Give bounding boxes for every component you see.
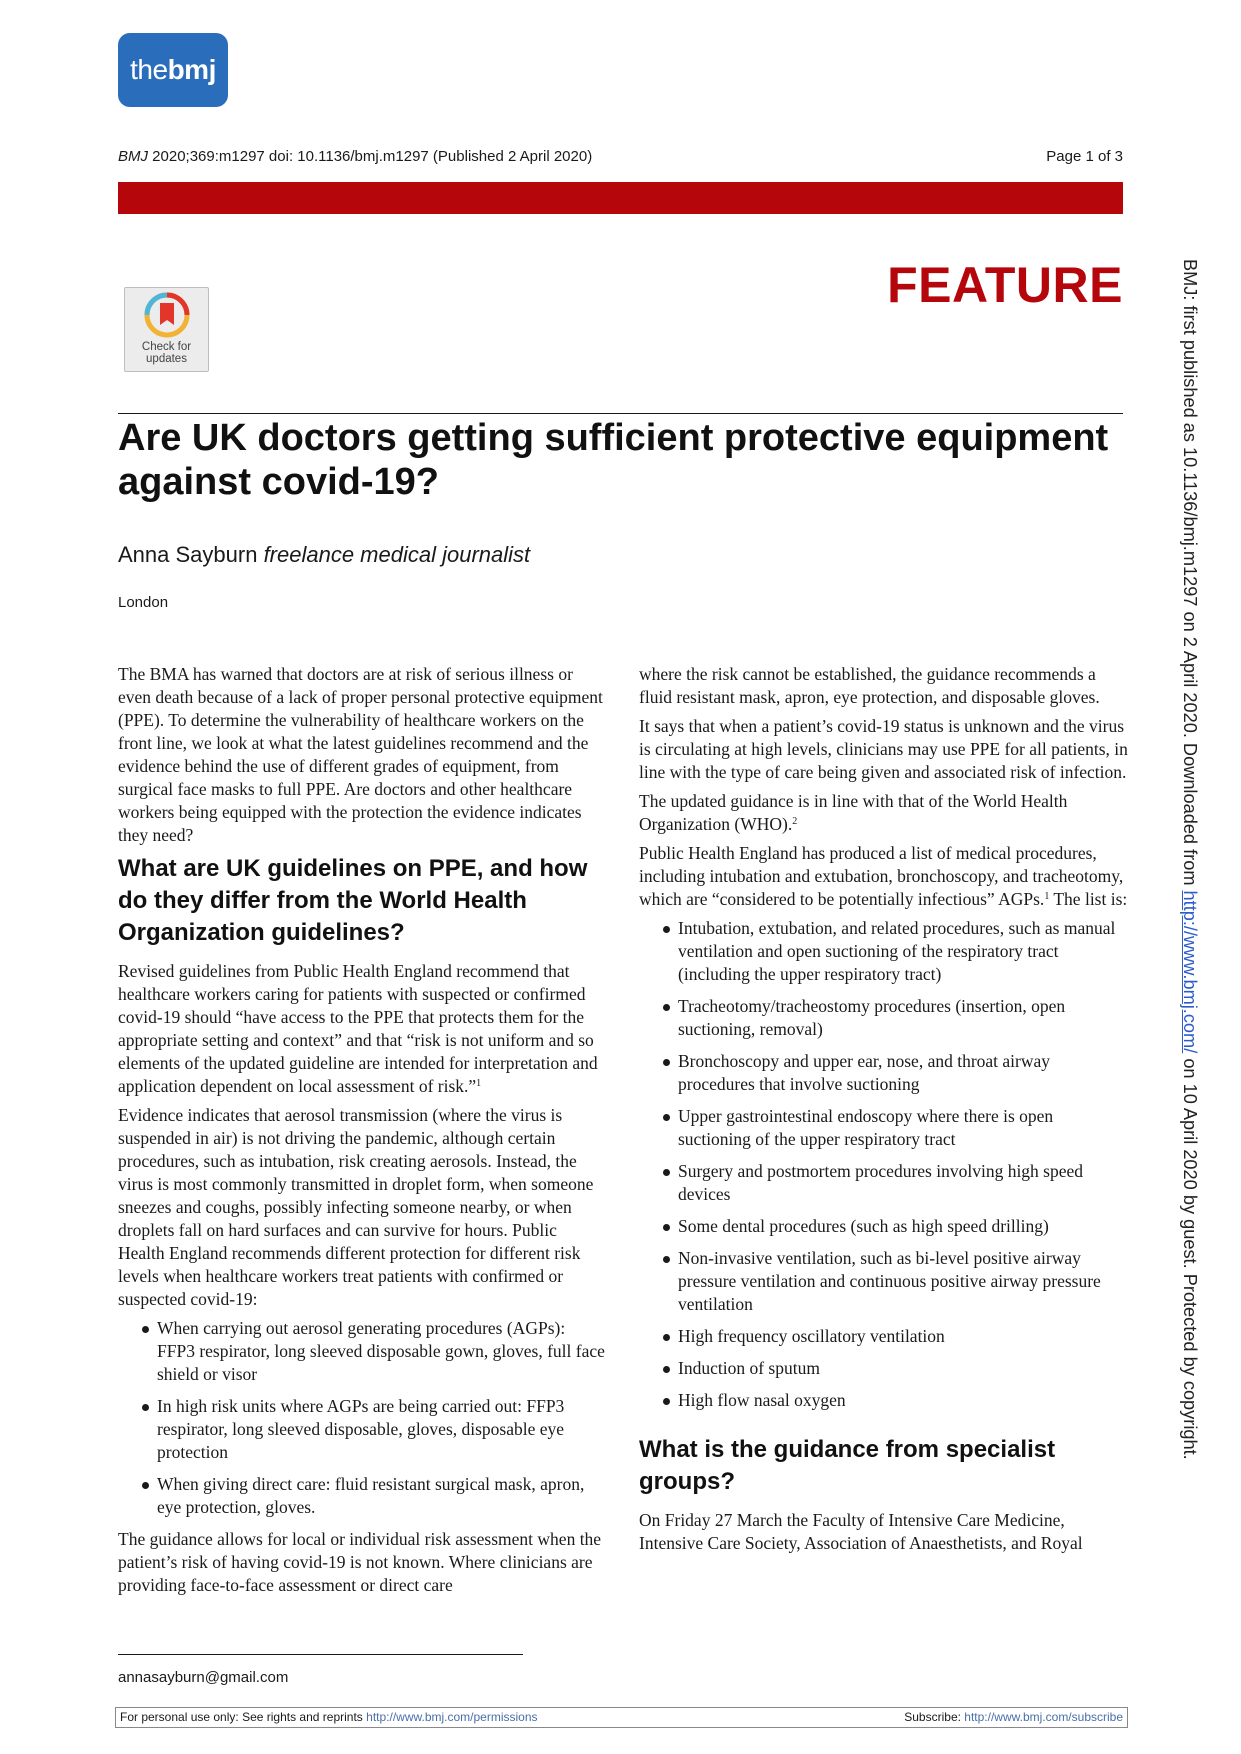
left-column	[118, 663, 605, 1603]
bullet-list	[118, 1317, 605, 1519]
page-number: Page 1 of 3	[1046, 148, 1123, 165]
list-item: Bronchoscopy and upper ear, nose, and throat airway procedures that involve suctioning	[660, 1050, 1129, 1096]
list-item: Intubation, extubation, and related procedures, such as manual ventilation and open suctioning of the respiratory tract (including the upper respiratory tract)	[660, 917, 1129, 986]
subscribe-link[interactable]: http://www.bmj.com/subscribe	[964, 1710, 1123, 1724]
author-location: London	[118, 594, 169, 611]
reference-marker[interactable]: 2	[792, 816, 798, 827]
right-column	[639, 663, 1129, 1561]
citation-details: 2020;369:m1297 doi: 10.1136/bmj.m1297 (Published 2 April 2020)	[148, 148, 593, 165]
journal-name: BMJ	[118, 148, 148, 165]
list-item: Surgery and postmortem procedures involving high speed devices	[660, 1160, 1129, 1206]
vertical-copyright-note: BMJ: first published as 10.1136/bmj.m1297 on 2 April 2020. Downloaded from http://www.bmj.com/ on 10 April 2020 by guest. Protected by copyright.	[1180, 259, 1200, 1460]
bmj-logo	[118, 33, 228, 107]
list-item: In high risk units where AGPs are being carried out: FFP3 respirator, long sleeved disposable, gloves, disposable eye protection	[139, 1395, 605, 1464]
article-title: Are UK doctors getting sufficient protective equipment against covid-19?	[118, 417, 1109, 503]
header-red-bar	[118, 182, 1123, 214]
list-item: High flow nasal oxygen	[660, 1389, 1129, 1412]
check-for-updates-badge[interactable]	[124, 287, 209, 372]
section-heading: What is the guidance from specialist groups?	[639, 1436, 1056, 1495]
paragraph: The updated guidance is in line with that of the World Health Organization (WHO).$^2$	[639, 791, 1068, 834]
paragraph: Evidence indicates that aerosol transmission (where the virus is suspended in air) is not driving the pandemic, although certain procedures, such as intubation, risk creating aerosols. Instead, the virus is most commonly transmitted in droplet form, when someone sneezes and coughs, possibly infecting someone nearby, or when droplets fall on hard surfaces and can survive for hours. Public Health England recommends different protection for different risk levels when healthcare workers treat patients with confirmed or suspected covid-19:	[118, 1105, 594, 1309]
logo-text-the: the	[130, 54, 168, 85]
subscribe-notice: Subscribe: http://www.bmj.com/subscribe	[904, 1710, 1123, 1724]
list-item: When giving direct care: fluid resistant surgical mask, apron, eye protection, gloves.	[139, 1473, 605, 1519]
list-item: Tracheotomy/tracheostomy procedures (insertion, open suctioning, removal)	[660, 995, 1129, 1041]
paragraph: The guidance allows for local or individual risk assessment when the patient’s risk of having covid-19 is not known. Where clinicians are providing face-to-face assessment or direct care	[118, 1529, 602, 1595]
title-rule	[118, 413, 1123, 414]
author-role: freelance medical journalist	[263, 542, 531, 567]
paragraph: Public Health England has produced a list of medical procedures, including intubation and extubation, bronchoscopy, and tracheotomy, which are “considered to be potentially infectious” AGPs.$^1$ The list is:	[639, 843, 1128, 909]
list-item: Upper gastrointestinal endoscopy where there is open suctioning of the upper respiratory tract	[660, 1105, 1129, 1151]
list-item: High frequency oscillatory ventilation	[660, 1325, 1129, 1348]
reference-marker[interactable]: 1	[476, 1078, 482, 1089]
paragraph: where the risk cannot be established, the guidance recommends a fluid resistant mask, apron, eye protection, and disposable gloves.	[639, 664, 1100, 707]
section-heading: What are UK guidelines on PPE, and how do they differ from the World Health Organization guidelines?	[118, 855, 588, 946]
paragraph: It says that when a patient’s covid-19 status is unknown and the virus is circulating at high levels, clinicians may use PPE for all patients, in line with the type of care being given and associated risk of infection.	[639, 716, 1128, 782]
list-item: When carrying out aerosol generating procedures (AGPs): FFP3 respirator, long sleeved disposable gown, gloves, full face shield or visor	[139, 1317, 605, 1386]
rights-notice: For personal use only: See rights and reprints http://www.bmj.com/permissions	[120, 1710, 538, 1724]
paragraph: The BMA has warned that doctors are at risk of serious illness or even death because of a lack of proper personal protective equipment (PPE). To determine the vulnerability of healthcare workers on the front line, we look at what the latest guidelines recommend and the evidence behind the use of different grades of equipment, from surgical face masks to full PPE. Are doctors and other healthcare workers being equipped with the protection the evidence indicates they need?	[118, 664, 603, 845]
author-line	[118, 542, 530, 568]
bullet-list	[639, 917, 1129, 1412]
list-item: Some dental procedures (such as high speed drilling)	[660, 1215, 1129, 1238]
paragraph: On Friday 27 March the Faculty of Intensive Care Medicine, Intensive Care Society, Association of Anaesthetists, and Royal	[639, 1510, 1083, 1553]
list-item: Induction of sputum	[660, 1357, 1129, 1380]
bmj-home-link[interactable]: http://www.bmj.com/	[1180, 890, 1200, 1054]
crossmark-icon	[143, 291, 191, 339]
citation-line	[118, 148, 592, 165]
paragraph: Revised guidelines from Public Health England recommend that healthcare workers caring for patients with suspected or confirmed covid-19 should “have access to the PPE that protects them for the appropriate setting and context” and that “risk is not uniform and so elements of the updated guideline are intended for interpretation and application dependent on local assessment of risk.”$^1$	[118, 961, 598, 1096]
section-label: FEATURE	[887, 257, 1123, 313]
author-name: Anna Sayburn	[118, 542, 258, 567]
logo-text-bmj: bmj	[167, 54, 216, 85]
permissions-link[interactable]: http://www.bmj.com/permissions	[366, 1710, 538, 1724]
author-email[interactable]: annasayburn@gmail.com	[118, 1669, 289, 1686]
list-item: Non-invasive ventilation, such as bi-level positive airway pressure ventilation and continuous positive airway pressure ventilation	[660, 1247, 1129, 1316]
check-updates-label: Check for updates	[141, 341, 192, 365]
reference-marker[interactable]: 1	[1044, 891, 1050, 902]
footer-bar	[115, 1707, 1128, 1728]
footnote-rule	[118, 1654, 523, 1655]
